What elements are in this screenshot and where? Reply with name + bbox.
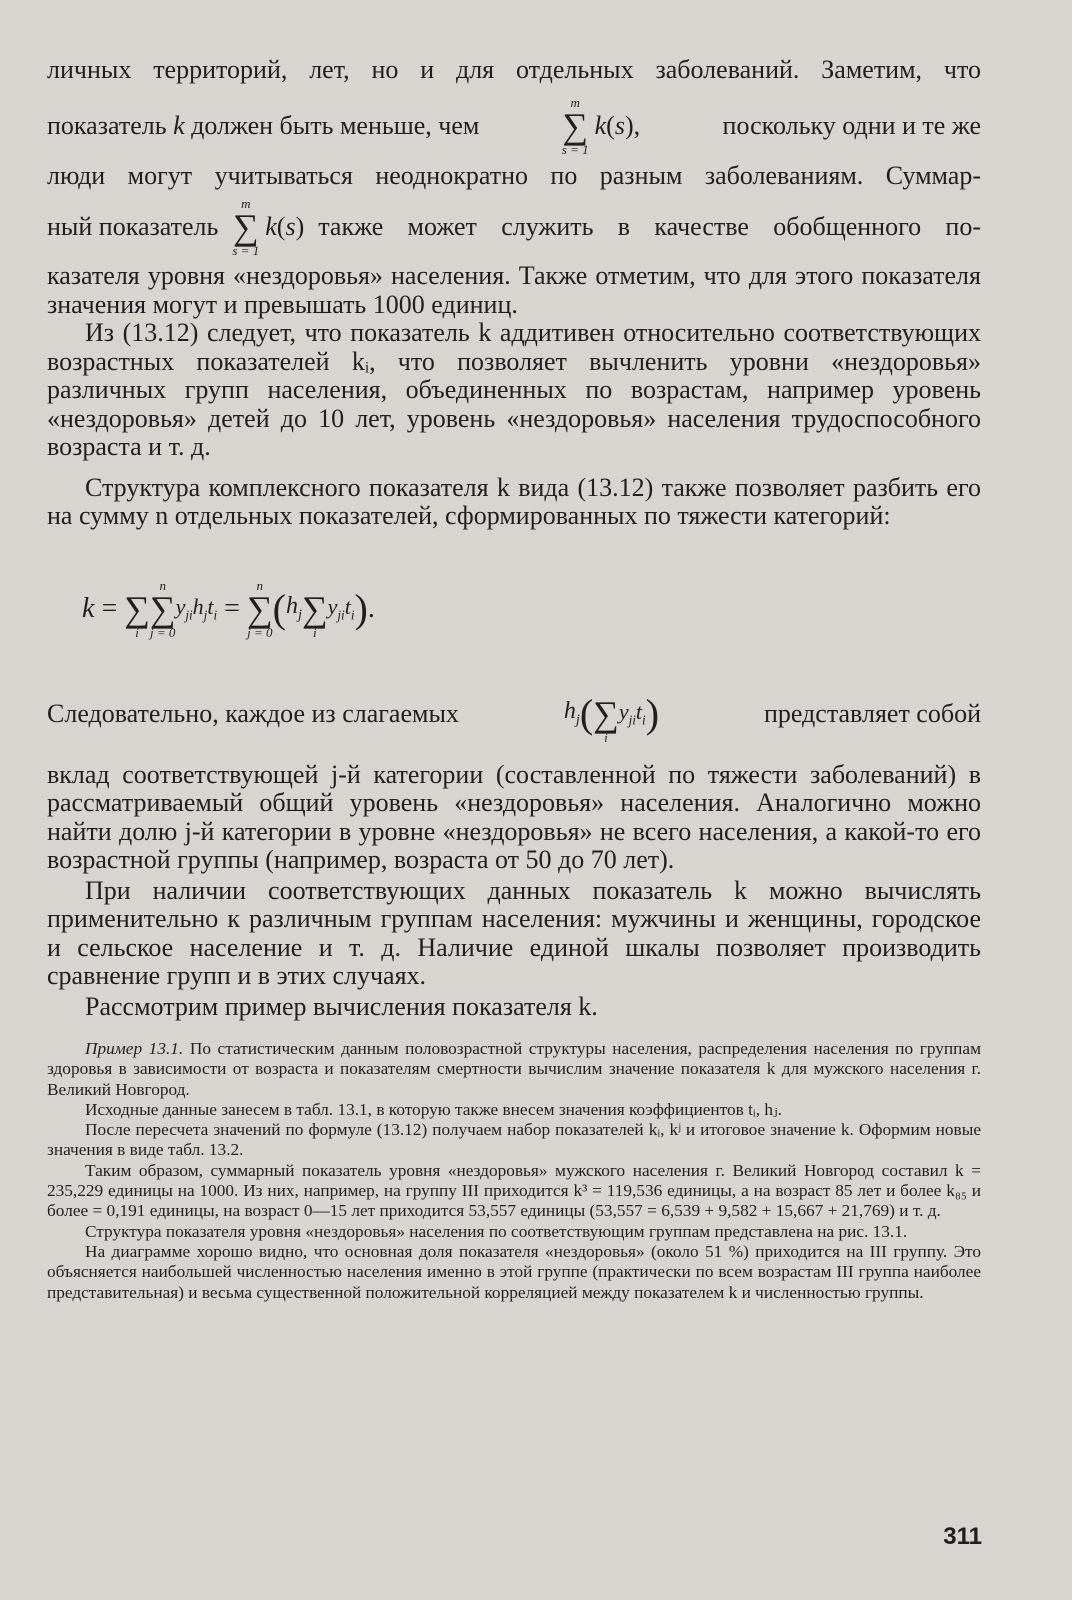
text-fragment: показатель k должен быть меньше, чем <box>47 111 480 140</box>
example-paragraph: На диаграмме хорошо видно, что основная доля показателя «нездоровья» (около 51 %) приходится на III группу. Это объясняется наибольшей численностью населения именно в этой группе (практически по всем возрастам III группа наиболее представительная) и весьма существенной положительной корреляцией между показателем k и численностью группы. <box>47 1241 981 1302</box>
paragraph: Структура комплексного показателя k вида (13.12) также позволяет разбить его на сумму n отдельных показателей, сформированных по тяжести категорий: <box>47 472 981 530</box>
term-expression: $h_j$ ( ∑ i $y_{ji}t_i$ ) <box>564 684 659 744</box>
sum-sign: ∑ i <box>593 693 619 745</box>
paragraph: казателя уровня «нездоровья» населения. Также отметим, что для этого показателя значения могут и превышать 1000 единиц. <box>47 261 981 319</box>
example-paragraph: Исходные данные занесем в табл. 13.1, в которую также внесем значения коэффициентов tᵢ, hⱼ. <box>85 1099 782 1119</box>
formula: k = ∑ i n ∑ j = 0 $y_{ji}h_jt_i$ = n ∑ j = 0 ( $h_j$ ∑ i $y_{ji}t_i$ ) . <box>82 577 375 640</box>
sum-expression: m ∑ s = 1 k(s), <box>561 95 641 157</box>
text-line-with-sum <box>47 196 981 258</box>
sum-sign: ∑ i <box>124 588 150 640</box>
text-line: личных территорий, лет, но и для отдельных заболеваний. Заметим, что <box>47 55 981 84</box>
paragraph: вклад соответствующей j-й категории (составленной по тяжести заболеваний) в рассматриваемый общий уровень «нездоровья» населения. Аналогично можно найти долю j-й категории в уровне «нездоровья» не всего населения, а какой-то его возрастной группы (например, возраста от 50 до 70 лет). <box>47 759 981 874</box>
sum-sign: ∑ i <box>301 588 328 640</box>
text-fragment: Следовательно, каждое из слагаемых <box>47 698 459 728</box>
example-block <box>47 1039 981 1303</box>
example-label: Пример 13.1. <box>85 1039 184 1058</box>
example-paragraph: Таким образом, суммарный показатель уровня «нездоровья» мужского населения г. Великий Новгород составил k = 235,229 единицы на 1000. Из них, например, на группу III приходится k³ = 119,536 единицы, а на возраст 85 лет и более k₈₅ и более = 0,191 единицы, на возраст 0—15 лет приходится 53,557 единицы (53,557 = 6,539 + 9,582 + 15,667 + 21,769) и т. д. <box>47 1160 981 1221</box>
text-fragment: ный показатель <box>47 212 219 241</box>
text-line-with-term <box>47 679 981 749</box>
text-fragment: поскольку одни и те же <box>722 111 981 140</box>
text-fragment: также может служить в качестве обобщенного по- <box>318 212 981 241</box>
text-line-with-sum <box>47 96 981 156</box>
sum-sign: n ∑ j = 0 <box>149 577 176 640</box>
paragraph: При наличии соответствующих данных показатель k можно вычислять применительно к различным группам населения: мужчины и женщины, городское и сельское население и т. д. Наличие единой шкалы позволяет производить сравнение групп и в этих случаях. <box>47 875 981 990</box>
paragraph: Из (13.12) следует, что показатель k аддитивен относительно соответствующих возрастных показателей kᵢ, что позволяет вычленить уровни «нездоровья» различных групп населения, объединенных по возрастам, например уровень «нездоровья» детей до 10 лет, уровень «нездоровья» населения трудоспособного возраста и т. д. <box>47 318 981 461</box>
sum-sign: m ∑ s = 1 <box>232 196 260 258</box>
example-paragraph: После пересчета значений по формуле (13.12) получаем набор показателей kᵢ, kʲ и итоговое значение k. Оформим новые значения в виде табл. 13.2. <box>47 1120 981 1160</box>
sum-sign: m ∑ s = 1 <box>561 95 589 157</box>
text-line: люди могут учитываться неоднократно по разным заболеваниям. Суммар- <box>47 161 981 190</box>
example-paragraph: Структура показателя уровня «нездоровья» населения по соответствующим группам представлена на рис. 13.1. <box>85 1221 908 1241</box>
sum-term: k(s) <box>265 212 305 241</box>
text-column <box>47 56 981 1303</box>
paragraph: Рассмотрим пример вычисления показателя k. <box>85 991 598 1021</box>
sum-sign: n ∑ j = 0 <box>246 577 273 640</box>
text-fragment: представляет собой <box>763 698 981 728</box>
example-paragraph: Пример 13.1. По статистическим данным половозрастной структуры населения, распределения населения по группам здоровья в зависимости от возраста и показателям смертности вычислим значение показателя k для мужского населения г. Великий Новгород. <box>47 1039 982 1099</box>
page-number: 311 <box>943 1523 982 1550</box>
